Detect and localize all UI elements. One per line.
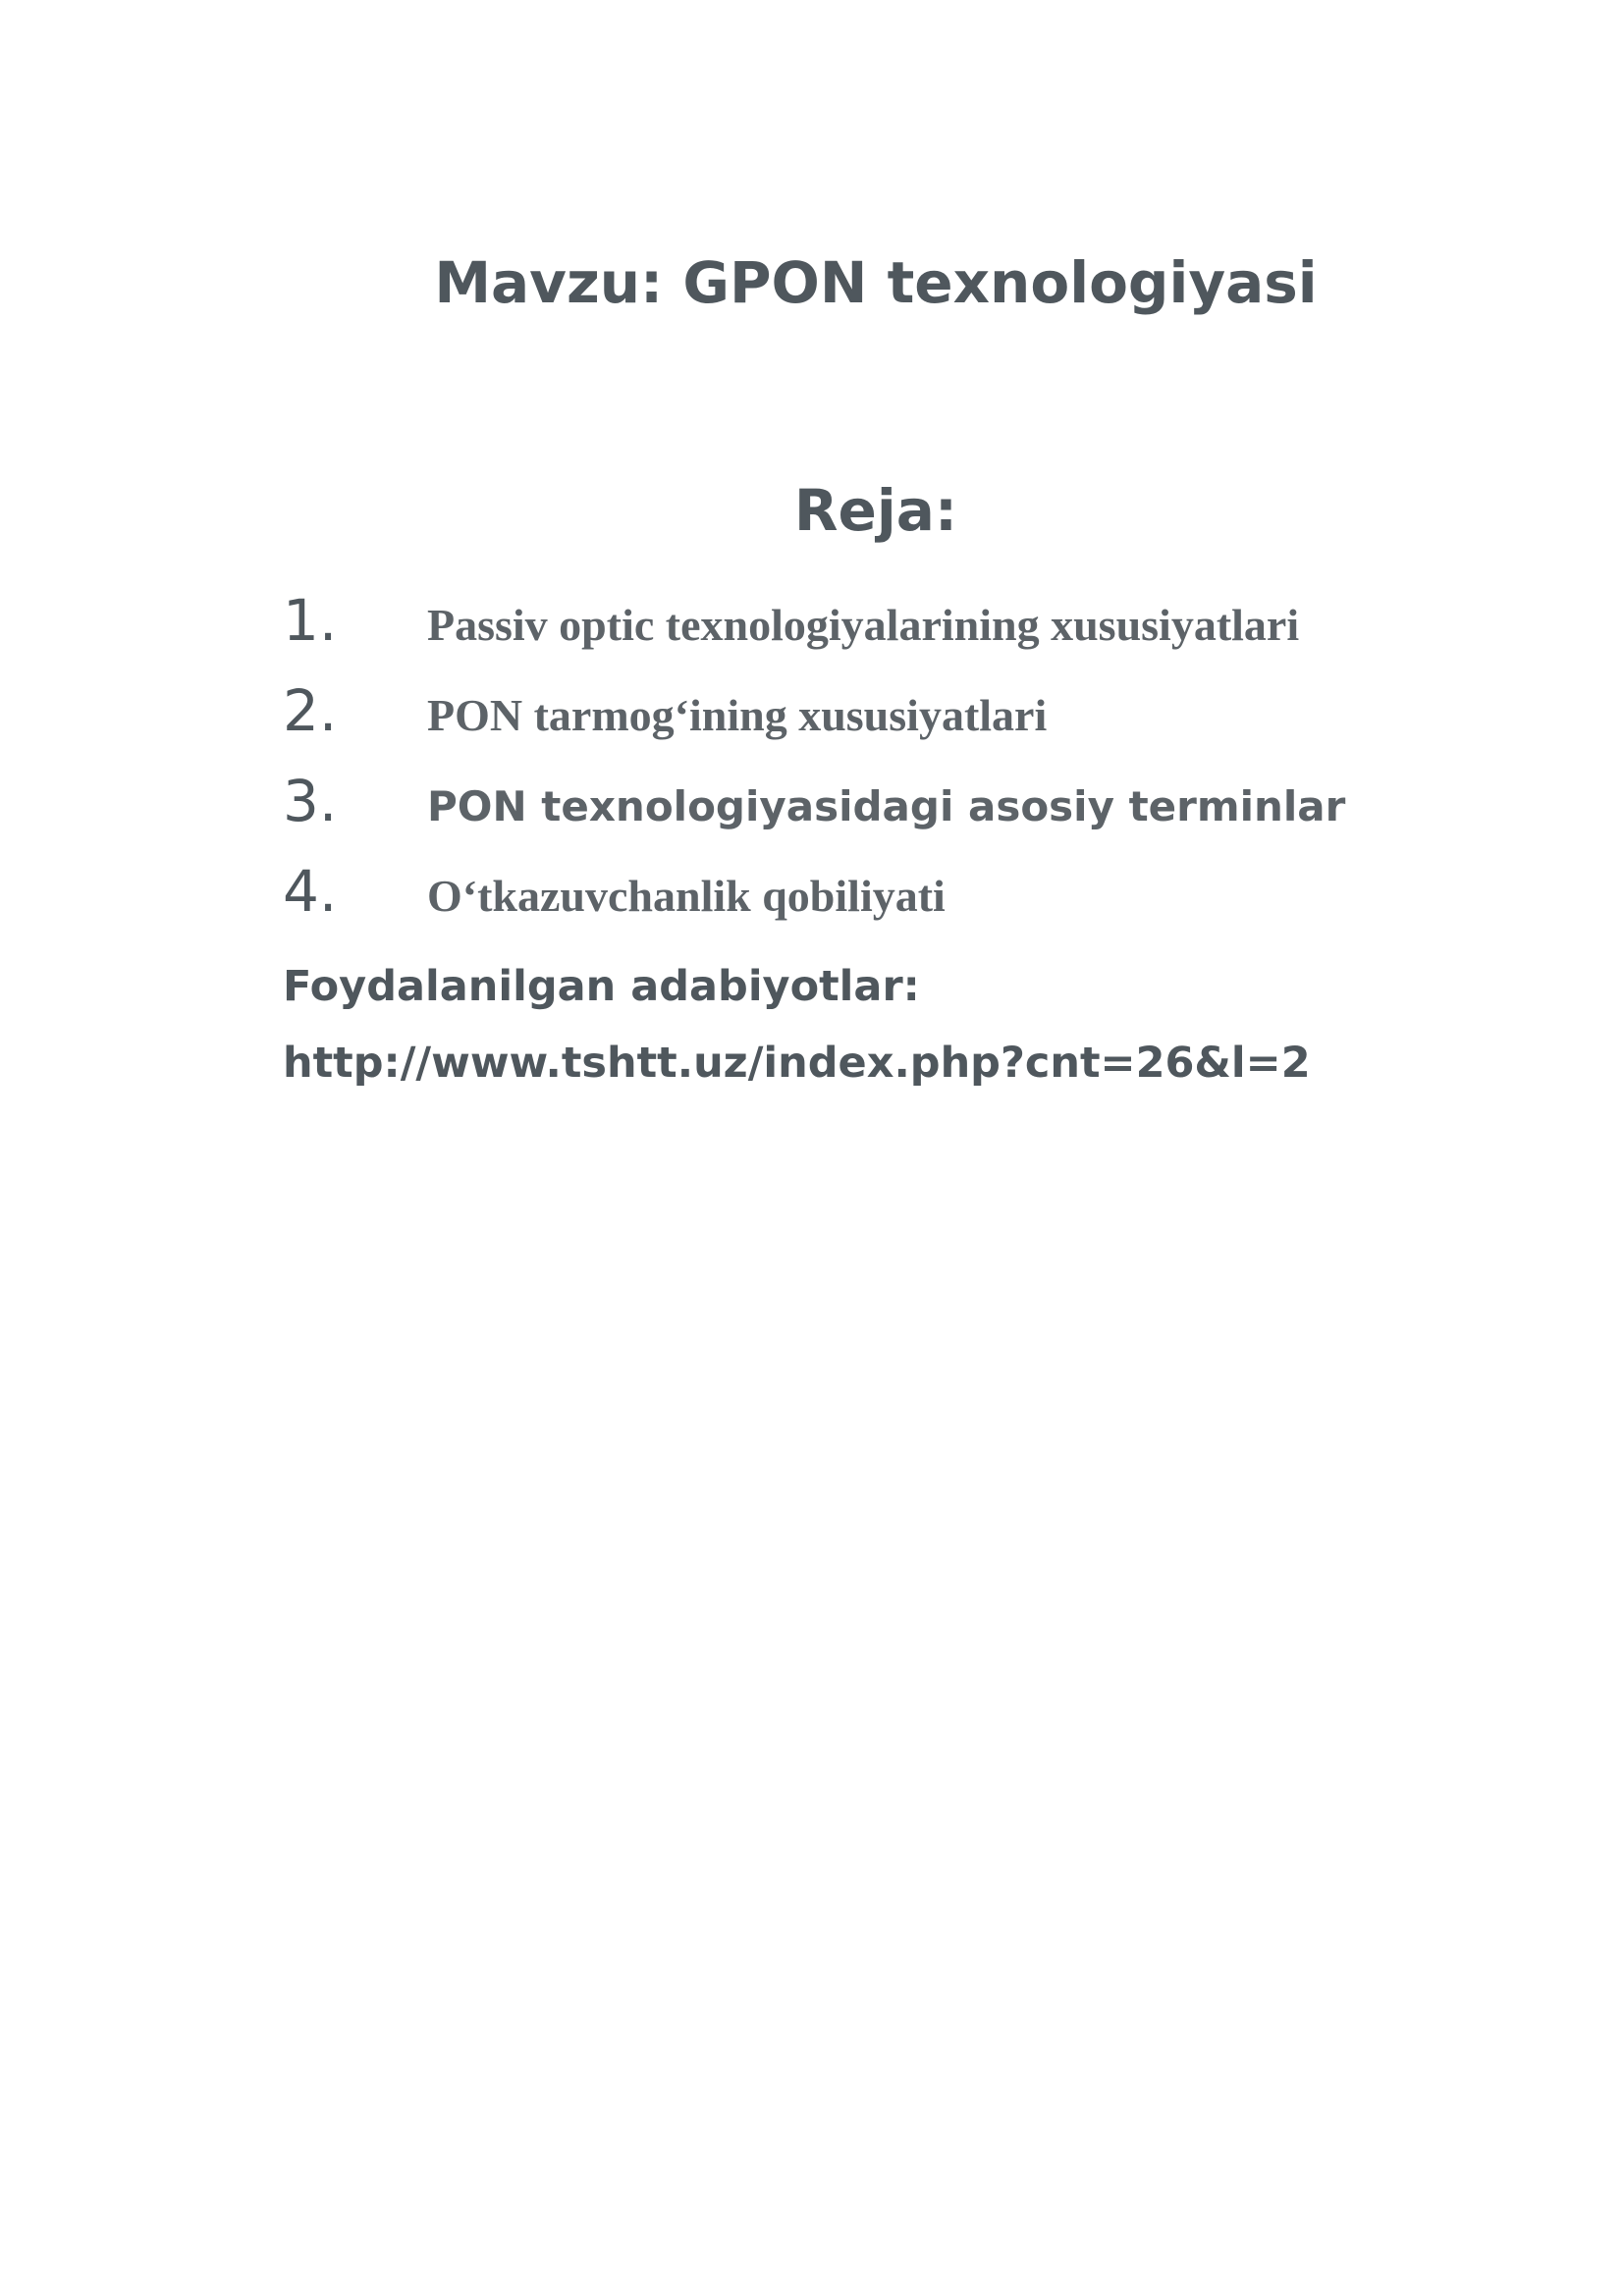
plan-item (283, 768, 1363, 858)
plan-item-number: 2. (283, 677, 338, 744)
plan-item-number: 4. (283, 858, 338, 925)
plan-item-text: PON texnologiyasidagi asosiy terminlar (427, 782, 1346, 830)
plan-list (283, 587, 1363, 948)
plan-heading: Reja: (793, 477, 958, 544)
plan-item-text: O‘tkazuvchanlik qobiliyati (427, 871, 946, 921)
plan-item (283, 858, 1363, 948)
document-title: Mavzu: GPON texnologiyasi (434, 249, 1318, 316)
plan-item-number: 3. (283, 768, 338, 834)
plan-item-text: PON tarmog‘ining xususiyatlari (427, 690, 1048, 740)
plan-item (283, 677, 1363, 768)
plan-item-number: 1. (283, 587, 338, 654)
plan-item (283, 587, 1363, 677)
plan-item-text: Passiv optic texnologiyalarining xususiyatlari (427, 600, 1300, 650)
references-link[interactable]: http://www.tshtt.uz/index.php?cnt=26&l=2 (283, 1039, 1311, 1088)
references-label: Foydalanilgan adabiyotlar: (283, 962, 920, 1011)
